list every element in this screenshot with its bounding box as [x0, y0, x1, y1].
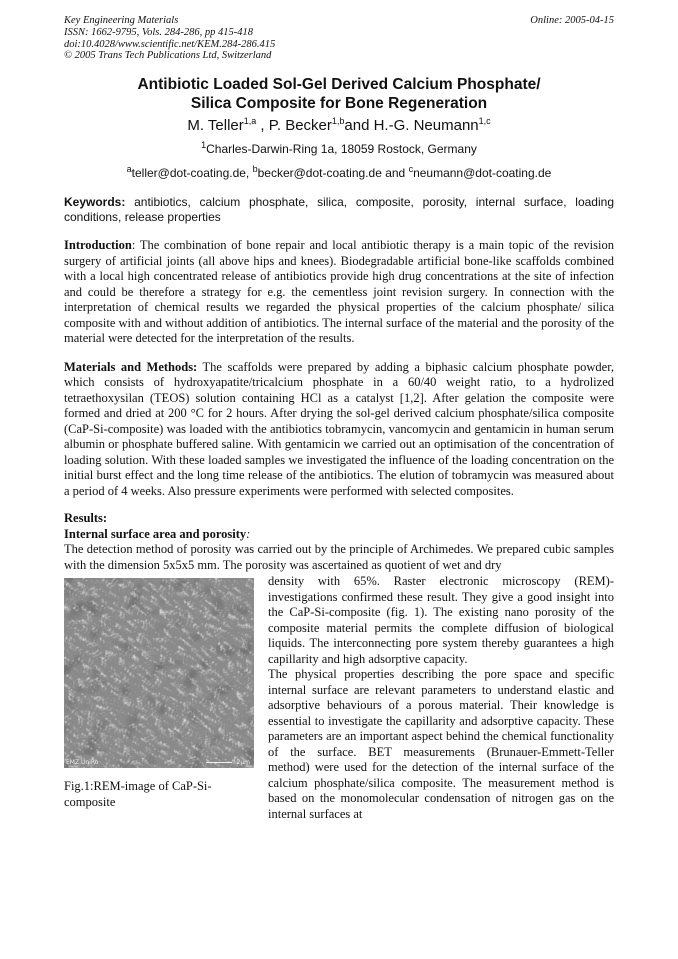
methods-section: [64, 360, 614, 500]
journal-header: [64, 15, 614, 62]
keywords-text: antibiotics, calcium phosphate, silica, composite, porosity, internal surface, loading conditions, release properties: [64, 195, 614, 225]
email-list: [64, 165, 614, 181]
results-right-column: [268, 574, 614, 822]
results-right-paragraph-2: The physical properties describing the pore space and specific internal surface are relevant parameters to understand elastic and adsorptive behaviours of a porous material. Their knowledge is essential to investigate the capillarity and adsorptive capacity. These parameters are an important aspect behind the chemical functionality of the surface. BET measurements (Brunauer-Emmett-Teller method) were used for the detection of the internal surface of the calcium phosphate/silica composite. The measurement method is based on the monomolecular condensation of nitrogen gas on the internal surfaces at: [268, 667, 614, 821]
figure-block: [64, 574, 614, 824]
results-right-paragraph-1: density with 65%. Raster electronic microscopy (REM)-investigations confirmed these result. They give a good insight into the CaP-Si-composite (fig. 1). The existing nano porosity of the composite material permits the complete diffusion of biological liquids. The interconnecting pore system thereby guarantees a high capillarity and high adsorptive capacity.: [268, 574, 614, 666]
author-neumann: H.-G. Neumann: [373, 117, 479, 135]
keywords-label: Keywords:: [64, 195, 126, 210]
results-heading: Results:: [64, 511, 108, 526]
email-becker: becker@dot-coating.de and: [257, 166, 409, 181]
figure-caption: Fig.1:REM-image of CaP-Si-composite: [64, 779, 212, 809]
email-a-sup: a: [126, 164, 132, 175]
paper-page: [64, 15, 614, 824]
email-teller: teller@dot-coating.de,: [131, 166, 253, 181]
results-subheading: Internal surface area and porosity: [64, 526, 247, 541]
author-and: and: [344, 117, 374, 135]
author-separator: ,: [256, 117, 269, 135]
methods-text: The scaffolds were prepared by adding a biphasic calcium phosphate powder, which consists of hydroxyapatite/tricalcium phosphate in a 60/40 weight ratio, to a hydrolized tetraethoxysilan (TEOS) solution containing HCl as a catalyst [1,2]. After gelation the composite were formed and dried at 200 °C for 2 hours. After drying the sol-gel derived calcium phosphate/silica composite (CaP-Si-composite) was loaded with the antibiotics tobramycin, vancomycin and gentamicin in human serum albumin or phosphate buffered saline. With gentamicin we carried out an optimisation of the concentration of loading solution. With these loaded samples we investigated the influence of the loading concentration on the initial burst effect and the long time release of the antibiotics. The elution of tobramycin was measured about a period of 4 weeks. Also pressure experiments were performed with selected composites.: [64, 359, 614, 498]
results-paragraph-1: The detection method of porosity was carried out by the principle of Archimedes. We prepared cubic samples with the dimension 5x5x5 mm. The porosity was ascertained as quotient of wet and dry: [64, 542, 614, 572]
online-date: Online: 2005-04-15: [530, 15, 614, 26]
image-label-right: 2µm: [236, 759, 250, 767]
paper-title: [64, 75, 614, 113]
journal-name: Key Engineering Materials: [64, 15, 179, 26]
author-becker: P. Becker: [268, 117, 332, 135]
author-teller: M. Teller: [187, 117, 244, 135]
methods-label: Materials and Methods:: [64, 359, 198, 374]
scale-bar: [206, 762, 232, 764]
introduction-label: Introduction: [64, 238, 132, 253]
introduction-text: : The combination of bone repair and local antibiotic therapy is a main topic of the revision surgery of artificial joints (all above hips and knees). Biodegradable artificial bone-like scaffolds combined with a local high concentrated release of antibiotics provide high drug concentrations at the site of infection and could be therefore a strategy for e.g. the cementless joint revision surgery. In connection with the interpretation of chemical results we regarded the physical properties of the calcium phosphate/ silica composite with and without addition of antibiotics. The internal surface of the material and the porosity of the material were detected for the interpretation of the results.: [64, 238, 614, 346]
keywords: [64, 195, 614, 225]
results-subheading-colon: :: [246, 526, 251, 541]
affiliation-sup: 1: [201, 140, 207, 151]
rem-image: [64, 578, 254, 768]
rem-texture: [64, 578, 254, 768]
copyright-line: © 2005 Trans Tech Publications Ltd, Switzerland: [64, 50, 272, 62]
author-neumann-sup: 1,c: [478, 116, 491, 127]
title-line-1: Antibiotic Loaded Sol-Gel Derived Calcium Phosphate/: [137, 76, 541, 94]
title-line-2: Silica Composite for Bone Regeneration: [190, 95, 488, 113]
email-c-sup: c: [408, 164, 414, 175]
author-list: [64, 116, 614, 136]
results-subheading-line: [64, 527, 614, 543]
issn-line: ISSN: 1662-9795, Vols. 284-286, pp 415-418: [64, 26, 253, 38]
affiliation: [64, 141, 614, 157]
author-becker-sup: 1,b: [331, 116, 345, 127]
doi-line: doi:10.4028/www.scientific.net/KEM.284-286.415: [64, 38, 276, 50]
email-b-sup: b: [252, 164, 258, 175]
image-label-left: EMZ.UniRo: [66, 759, 99, 767]
author-teller-sup: 1,a: [243, 116, 257, 127]
email-neumann: neumann@dot-coating.de: [413, 166, 552, 181]
affiliation-text: Charles-Darwin-Ring 1a, 18059 Rostock, Germany: [206, 142, 477, 157]
introduction-section: [64, 238, 614, 347]
